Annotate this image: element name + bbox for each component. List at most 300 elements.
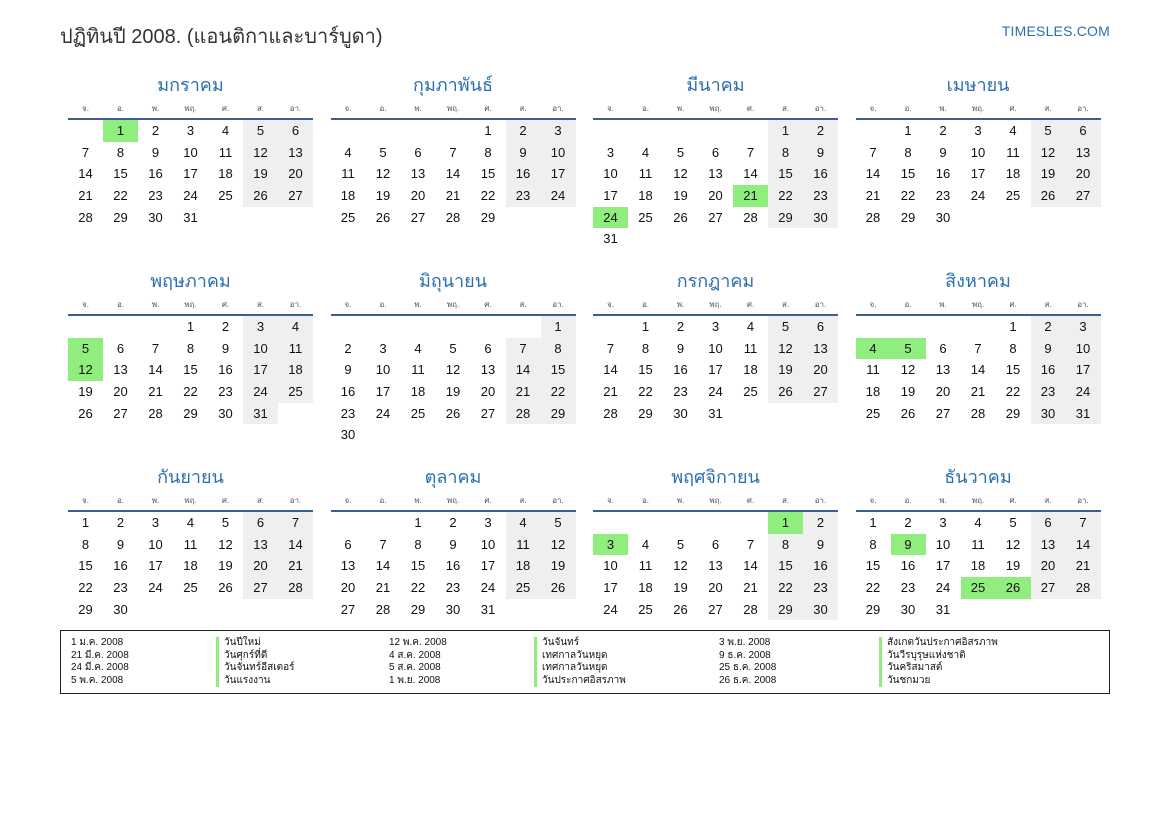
empty-cell	[961, 207, 996, 229]
day-cell: 9	[449, 536, 457, 552]
day-grid	[331, 316, 576, 446]
empty-cell	[628, 512, 663, 534]
day-cell: 6	[1031, 512, 1066, 534]
day-cell: 12	[673, 558, 688, 574]
empty-cell	[436, 120, 471, 142]
weekday-label: พฤ.	[446, 300, 460, 309]
legend-date-column	[389, 637, 447, 687]
day-cell: 24	[480, 580, 496, 596]
day-cell: 2	[939, 123, 947, 138]
weekday-label: ศ.	[484, 496, 492, 505]
day-cell: 25	[638, 601, 653, 617]
legend-date: 24 มี.ค. 2008	[71, 662, 129, 673]
day-cell: 4	[414, 340, 422, 356]
day-cell: 24	[970, 188, 986, 204]
legend-holiday-name: วันชกมวย	[879, 675, 998, 688]
weekday-label: พฤ.	[971, 300, 985, 309]
empty-cell	[541, 599, 576, 621]
legend-holiday-name: วันจันทร์	[534, 637, 626, 650]
weekday-label: พฤ.	[446, 104, 460, 113]
legend-holiday-name: วันปีใหม่	[216, 637, 295, 650]
day-cell: 2	[676, 319, 685, 334]
day-cell: 6	[414, 144, 422, 160]
empty-cell	[331, 512, 366, 534]
weekday-label: ศ.	[746, 300, 755, 309]
empty-cell	[541, 424, 576, 446]
day-cell: 4	[974, 515, 982, 530]
day-cell: 2	[803, 120, 838, 142]
day-cell: 10	[708, 340, 723, 356]
site-link[interactable]: TIMESLES.COM	[1001, 23, 1110, 39]
weekday-label: พ.	[676, 104, 685, 113]
day-cell: 27	[278, 185, 313, 207]
day-cell: 28	[375, 601, 391, 617]
empty-cell	[856, 120, 891, 142]
day-cell: 18	[278, 359, 313, 381]
day-cell: 18	[865, 384, 881, 400]
day-cell: 3	[541, 120, 576, 142]
day-cell: 1	[81, 515, 90, 530]
day-cell: 2	[506, 120, 541, 142]
weekday-label: พ.	[939, 496, 947, 505]
weekday-header	[68, 100, 313, 120]
day-grid	[68, 316, 313, 424]
day-cell: 22	[638, 384, 653, 400]
empty-cell	[278, 403, 313, 425]
day-cell: 6	[278, 120, 313, 142]
empty-cell	[471, 424, 506, 446]
weekday-label: ศ.	[484, 300, 492, 309]
day-cell: 6	[711, 144, 720, 160]
day-cell: 6	[803, 316, 838, 338]
day-cell: 8	[484, 144, 492, 160]
empty-cell	[1031, 207, 1066, 229]
day-cell: 3	[243, 316, 278, 338]
day-cell: 6	[711, 536, 720, 552]
day-cell: 7	[974, 340, 982, 356]
weekday-label: อา.	[552, 300, 564, 309]
day-cell: 30	[148, 209, 163, 225]
day-cell: 14	[603, 362, 618, 378]
empty-cell	[996, 599, 1031, 621]
month-calendar	[856, 462, 1101, 658]
month-calendar	[331, 266, 576, 462]
day-cell: 13	[113, 362, 128, 378]
day-cell: 20	[410, 188, 426, 204]
day-cell: 25	[1005, 188, 1021, 204]
day-cell: 2	[221, 319, 230, 334]
day-cell: 30	[673, 405, 688, 421]
day-cell: 3	[484, 515, 492, 530]
day-cell: 25	[278, 381, 313, 403]
day-cell: 27	[1031, 577, 1066, 599]
day-cell: 5	[379, 144, 387, 160]
legend-holiday-name: สังเกตวันประกาศอิสรภาพ	[879, 637, 998, 650]
empty-cell	[733, 228, 768, 250]
empty-cell	[698, 228, 733, 250]
day-cell: 5	[676, 144, 685, 160]
day-cell: 27	[410, 209, 426, 225]
weekday-header	[856, 296, 1101, 316]
legend-date-column	[71, 637, 129, 687]
day-cell: 12	[218, 536, 233, 552]
day-cell: 28	[148, 405, 163, 421]
day-cell: 10	[148, 536, 163, 552]
weekday-label: พ.	[151, 496, 160, 505]
day-cell: 21	[278, 555, 313, 577]
day-cell: 27	[340, 601, 356, 617]
day-cell: 5	[68, 338, 103, 360]
day-cell: 22	[113, 188, 128, 204]
day-cell: 4	[221, 123, 230, 138]
day-cell: 5	[243, 120, 278, 142]
day-cell: 22	[768, 577, 803, 599]
day-cell: 30	[340, 427, 356, 443]
day-cell: 2	[344, 340, 352, 356]
empty-cell	[401, 316, 436, 338]
day-cell: 11	[411, 362, 425, 378]
day-cell: 8	[768, 142, 803, 164]
day-cell: 25	[183, 580, 198, 596]
day-cell: 4	[186, 515, 195, 530]
day-cell: 12	[243, 142, 278, 164]
day-cell: 7	[151, 340, 160, 356]
day-cell: 18	[340, 188, 356, 204]
empty-cell	[961, 316, 996, 338]
day-cell: 19	[78, 384, 93, 400]
weekday-header	[856, 492, 1101, 512]
day-cell: 18	[970, 558, 986, 574]
day-grid	[593, 512, 838, 620]
day-cell: 23	[506, 185, 541, 207]
legend-name-column	[879, 637, 998, 687]
day-cell: 25	[743, 384, 758, 400]
weekday-header	[331, 492, 576, 512]
month-name: เมษายน	[946, 75, 1010, 95]
day-cell: 12	[375, 166, 391, 182]
day-cell: 31	[1066, 403, 1101, 425]
day-cell: 28	[865, 209, 881, 225]
weekday-label: อ.	[904, 300, 912, 309]
day-cell: 18	[743, 362, 758, 378]
day-cell: 14	[78, 166, 93, 182]
day-cell: 29	[113, 209, 128, 225]
empty-cell	[331, 120, 366, 142]
day-cell: 26	[1031, 185, 1066, 207]
day-cell: 24	[593, 207, 628, 229]
day-cell: 21	[970, 384, 986, 400]
empty-cell	[366, 512, 401, 534]
day-cell: 29	[1005, 405, 1021, 421]
day-cell: 20	[278, 163, 313, 185]
legend-name-column	[216, 637, 295, 687]
weekday-label: ศ.	[1009, 104, 1017, 113]
empty-cell	[996, 207, 1031, 229]
day-cell: 23	[445, 580, 461, 596]
day-cell: 9	[221, 340, 230, 356]
weekday-label: อา.	[814, 496, 827, 505]
weekday-label: ส.	[781, 496, 790, 505]
day-cell: 9	[344, 362, 352, 378]
day-cell: 11	[743, 340, 758, 356]
day-cell: 25	[961, 577, 996, 599]
day-cell: 23	[803, 185, 838, 207]
legend-holiday-name: วันศุกร์ที่ดี	[216, 650, 295, 663]
day-cell: 18	[638, 188, 653, 204]
day-cell: 20	[708, 188, 723, 204]
day-cell: 22	[541, 381, 576, 403]
empty-cell	[663, 228, 698, 250]
day-cell: 19	[768, 359, 803, 381]
day-cell: 28	[743, 601, 758, 617]
day-cell: 17	[148, 558, 163, 574]
empty-cell	[243, 599, 278, 621]
weekday-label: พฤ.	[971, 104, 985, 113]
day-cell: 7	[81, 144, 90, 160]
day-cell: 10	[603, 166, 618, 182]
day-cell: 11	[278, 338, 313, 360]
empty-cell	[663, 512, 698, 534]
day-cell: 8	[869, 536, 877, 552]
day-grid	[68, 512, 313, 620]
day-cell: 22	[900, 188, 916, 204]
day-cell: 14	[375, 558, 391, 574]
day-cell: 15	[113, 166, 128, 182]
weekday-label: อา.	[289, 300, 302, 309]
day-cell: 28	[78, 209, 93, 225]
weekday-label: จ.	[869, 496, 877, 505]
day-cell: 15	[480, 166, 496, 182]
weekday-label: อา.	[814, 300, 827, 309]
weekday-label: อ.	[379, 300, 387, 309]
day-cell: 11	[218, 144, 233, 160]
month-calendar	[593, 462, 838, 658]
weekday-label: ส.	[781, 104, 790, 113]
empty-cell	[733, 512, 768, 534]
weekday-label: จ.	[344, 300, 352, 309]
day-cell: 17	[183, 166, 198, 182]
day-cell: 29	[78, 601, 93, 617]
day-cell: 8	[414, 536, 422, 552]
day-cell: 31	[480, 601, 496, 617]
weekday-label: ศ.	[746, 496, 755, 505]
day-cell: 3	[379, 340, 387, 356]
weekday-label: อ.	[379, 104, 387, 113]
weekday-label: ส.	[256, 300, 265, 309]
empty-cell	[856, 316, 891, 338]
month-name: กรกฎาคม	[676, 271, 755, 291]
day-cell: 19	[218, 558, 233, 574]
day-cell: 22	[78, 580, 93, 596]
day-cell: 7	[278, 512, 313, 534]
day-cell: 26	[673, 209, 688, 225]
day-cell: 15	[78, 558, 93, 574]
day-cell: 5	[676, 536, 685, 552]
weekday-header	[593, 100, 838, 120]
day-cell: 18	[638, 580, 653, 596]
day-cell: 7	[449, 144, 457, 160]
weekday-label: พฤ.	[971, 496, 985, 505]
day-cell: 9	[676, 340, 685, 356]
day-cell: 19	[900, 384, 916, 400]
day-cell: 23	[900, 580, 916, 596]
weekday-label: จ.	[344, 104, 352, 113]
day-cell: 17	[603, 188, 618, 204]
day-cell: 9	[151, 144, 160, 160]
day-cell: 27	[113, 405, 128, 421]
day-cell: 26	[243, 185, 278, 207]
legend-date: 5 ส.ค. 2008	[389, 662, 441, 673]
empty-cell	[768, 228, 803, 250]
weekday-header	[856, 100, 1101, 120]
day-cell: 28	[970, 405, 986, 421]
day-cell: 9	[116, 536, 125, 552]
day-cell: 5	[891, 338, 926, 360]
day-cell: 17	[935, 558, 951, 574]
day-cell: 11	[638, 166, 653, 182]
legend-date: 1 ม.ค. 2008	[71, 637, 124, 648]
day-cell: 30	[445, 601, 461, 617]
empty-cell	[803, 403, 838, 425]
day-cell: 7	[606, 340, 615, 356]
legend-date: 12 พ.ค. 2008	[389, 637, 447, 648]
weekday-label: อ.	[904, 496, 912, 505]
day-cell: 28	[1066, 577, 1101, 599]
day-cell: 23	[218, 384, 233, 400]
day-cell: 15	[768, 555, 803, 577]
day-cell: 8	[186, 340, 195, 356]
day-grid	[856, 512, 1101, 620]
day-cell: 26	[218, 580, 233, 596]
day-cell: 30	[803, 599, 838, 621]
day-cell: 1	[641, 319, 650, 334]
day-cell: 3	[939, 515, 947, 530]
day-cell: 17	[970, 166, 986, 182]
day-cell: 15	[865, 558, 881, 574]
weekday-label: อ.	[641, 496, 650, 505]
day-cell: 11	[506, 534, 541, 556]
day-cell: 23	[673, 384, 688, 400]
day-cell: 23	[148, 188, 163, 204]
weekday-label: จ.	[869, 104, 877, 113]
weekday-label: ส.	[519, 104, 527, 113]
weekday-label: พฤ.	[184, 104, 197, 113]
day-cell: 1	[869, 515, 877, 530]
weekday-label: ศ.	[484, 104, 492, 113]
day-cell: 9	[1031, 338, 1066, 360]
day-cell: 19	[541, 555, 576, 577]
day-cell: 20	[480, 384, 496, 400]
weekday-label: อา.	[814, 104, 827, 113]
day-cell: 16	[803, 555, 838, 577]
day-cell: 14	[743, 166, 758, 182]
empty-cell	[891, 316, 926, 338]
day-cell: 1	[414, 515, 422, 530]
day-cell: 24	[375, 405, 391, 421]
day-cell: 3	[606, 144, 615, 160]
month-calendar	[68, 266, 313, 462]
weekday-label: พ.	[939, 300, 947, 309]
day-cell: 25	[638, 209, 653, 225]
day-cell: 22	[410, 580, 426, 596]
day-cell: 4	[746, 319, 755, 334]
legend-holiday-name: วันจันทร์อีสเตอร์	[216, 662, 295, 675]
day-cell: 2	[803, 512, 838, 534]
day-cell: 15	[1005, 362, 1021, 378]
empty-cell	[506, 424, 541, 446]
weekday-label: ส.	[1044, 104, 1052, 113]
day-cell: 21	[733, 185, 768, 207]
day-cell: 24	[935, 580, 951, 596]
day-cell: 13	[278, 142, 313, 164]
month-calendar	[856, 70, 1101, 266]
day-cell: 4	[278, 316, 313, 338]
day-cell: 1	[768, 120, 803, 142]
day-cell: 7	[1066, 512, 1101, 534]
month-calendar	[593, 70, 838, 266]
day-cell: 22	[768, 185, 803, 207]
day-cell: 26	[445, 405, 461, 421]
day-cell: 30	[1031, 403, 1066, 425]
day-cell: 25	[340, 209, 356, 225]
day-cell: 17	[603, 580, 618, 596]
day-cell: 30	[900, 601, 916, 617]
empty-cell	[628, 228, 663, 250]
month-name: มกราคม	[157, 75, 224, 95]
legend-date: 3 พ.ย. 2008	[719, 637, 771, 648]
day-cell: 22	[183, 384, 198, 400]
day-cell: 29	[480, 209, 496, 225]
day-cell: 10	[541, 142, 576, 164]
day-cell: 19	[375, 188, 391, 204]
day-cell: 4	[1009, 123, 1017, 138]
day-cell: 4	[641, 144, 650, 160]
day-cell: 30	[803, 207, 838, 229]
weekday-label: จ.	[607, 496, 614, 505]
day-cell: 5	[541, 512, 576, 534]
day-grid	[593, 316, 838, 424]
day-cell: 13	[803, 338, 838, 360]
empty-cell	[926, 316, 961, 338]
day-cell: 8	[541, 338, 576, 360]
weekday-label: อ.	[904, 104, 912, 113]
day-cell: 12	[673, 166, 688, 182]
day-cell: 29	[541, 403, 576, 425]
day-cell: 6	[1066, 120, 1101, 142]
empty-cell	[663, 120, 698, 142]
day-cell: 5	[1009, 515, 1017, 530]
day-cell: 14	[1066, 534, 1101, 556]
weekday-label: อ.	[116, 300, 125, 309]
month-calendar	[856, 266, 1101, 462]
day-cell: 21	[78, 188, 93, 204]
legend-date: 5 พ.ค. 2008	[71, 674, 124, 686]
day-cell: 4	[641, 536, 650, 552]
weekday-label: อ.	[641, 300, 650, 309]
day-cell: 2	[116, 515, 125, 530]
empty-cell	[208, 207, 243, 229]
weekday-label: อ.	[116, 104, 125, 113]
day-cell: 16	[673, 362, 688, 378]
day-cell: 24	[603, 601, 618, 617]
day-cell: 25	[218, 188, 233, 204]
day-cell: 10	[1066, 338, 1101, 360]
weekday-label: อ.	[116, 496, 125, 505]
day-cell: 13	[340, 558, 356, 574]
day-cell: 26	[78, 405, 93, 421]
day-cell: 11	[341, 166, 355, 182]
month-calendar	[68, 70, 313, 266]
